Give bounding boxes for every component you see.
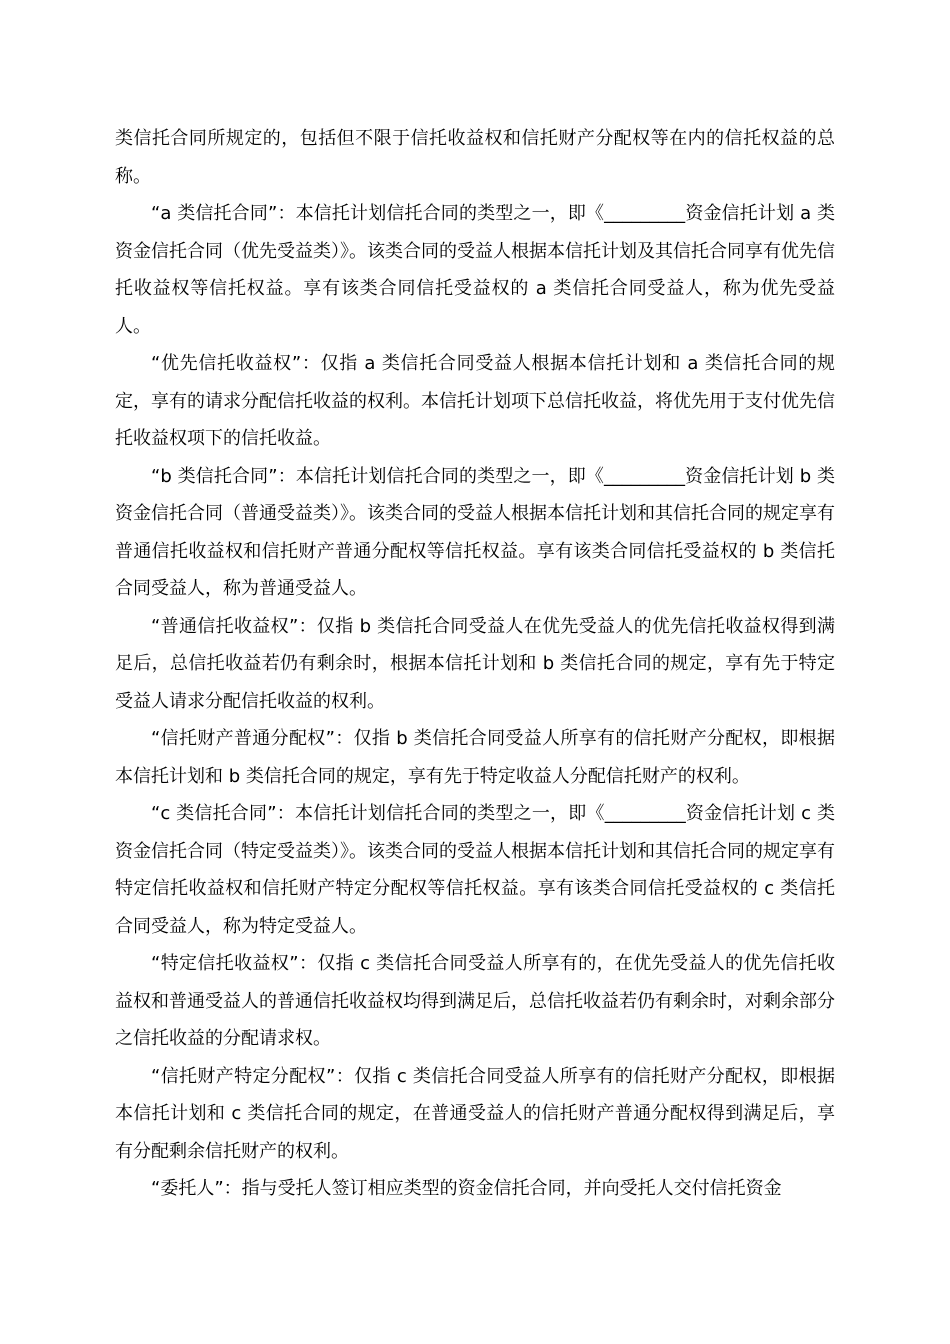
paragraph-specific-distribution-right: “信托财产特定分配权”：仅指 c 类信托合同受益人所享有的信托财产分配权，即根据本信托计划和 c 类信托合同的规定，在普通受益人的信托财产普通分配权得到满足后，享有分配剩余信托财产的权利。 (115, 1065, 835, 1162)
paragraph-class-a-contract: “a 类信托合同”：本信托计划信托合同的类型之一，即《_________资金信托计划 a 类资金信托合同（优先受益类）》。该类合同的受益人根据本信托计划及其信托合同享有优先信托收益权等信托权益。享有该类合同信托受益权的 a 类信托合同受益人，称为优先受益人。 (115, 203, 835, 337)
paragraph-ordinary-distribution-right: “信托财产普通分配权”：仅指 b 类信托合同受益人所享有的信托财产分配权，即根据本信托计划和 b 类信托合同的规定，享有先于特定收益人分配信托财产的权利。 (115, 728, 835, 787)
paragraph-settlor-definition: “委托人”：指与受托人签订相应类型的资金信托合同，并向受托人交付信托资金 (151, 1178, 782, 1199)
paragraph-ordinary-income-right: “普通信托收益权”：仅指 b 类信托合同受益人在优先受益人的优先信托收益权得到满足后，总信托收益若仍有剩余时，根据本信托计划和 b 类信托合同的规定，享有先于特定受益人请求分配信托收益的权利。 (115, 615, 835, 712)
paragraph-class-b-contract: “b 类信托合同”：本信托计划信托合同的类型之一，即《_________资金信托计划 b 类资金信托合同（普通受益类）》。该类合同的受益人根据本信托计划和其信托合同的规定享有普通信托收益权和信托财产普通分配权等信托权益。享有该类合同信托受益权的 b 类信托合同受益人，称为普通受益人。 (115, 465, 835, 599)
document-page (115, 120, 835, 1208)
paragraph-class-c-contract: “c 类信托合同”：本信托计划信托合同的类型之一，即《_________资金信托计划 c 类资金信托合同（特定受益类）》。该类合同的受益人根据本信托计划和其信托合同的规定享有特定信托收益权和信托财产特定分配权等信托权益。享有该类合同信托受益权的 c 类信托合同受益人，称为特定受益人。 (115, 803, 835, 937)
paragraph-beneficial-interest-definition-end: 类信托合同所规定的，包括但不限于信托收益权和信托财产分配权等在内的信托权益的总称。 (115, 128, 835, 187)
paragraph-priority-income-right: “优先信托收益权”：仅指 a 类信托合同受益人根据本信托计划和 a 类信托合同的规定，享有的请求分配信托收益的权利。本信托计划项下总信托收益，将优先用于支付优先信托收益权项下的信托收益。 (115, 353, 835, 449)
paragraph-specific-income-right: “特定信托收益权”：仅指 c 类信托合同受益人所享有的，在优先受益人的优先信托收益权和普通受益人的普通信托收益权均得到满足后，总信托收益若仍有剩余时，对剩余部分之信托收益的分配请求权。 (115, 953, 835, 1049)
